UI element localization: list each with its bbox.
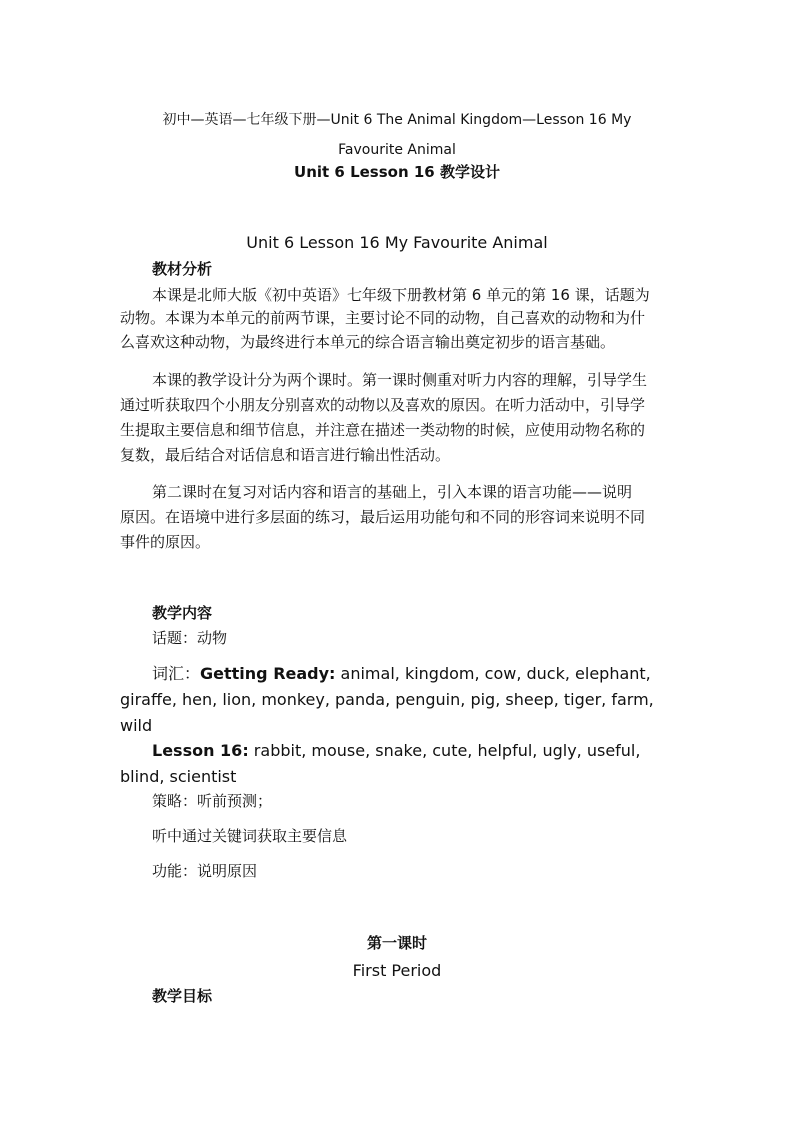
paragraph-line: 事件的原因。 [120, 533, 211, 551]
period-heading-en: First Period [352, 961, 442, 980]
paragraph-line: 本课是北师大版《初中英语》七年级下册教材第 6 单元的第 16 课，话题为 [152, 286, 650, 304]
paragraph-line: 本课的教学设计分为两个课时。第一课时侧重对听力内容的理解，引导学生 [152, 371, 648, 389]
function-line: 功能：说明原因 [152, 862, 258, 880]
vocabulary-lesson16-line-1 [152, 738, 640, 764]
paragraph-line: 原因。在语境中进行多层面的练习，最后运用功能句和不同的形容词来说明不同 [120, 508, 646, 526]
document-title-line-2: Favourite Animal [338, 142, 456, 158]
strategy-line-2: 听中通过关键词获取主要信息 [152, 827, 348, 845]
vocabulary-lesson16-line-2: blind, scientist [120, 767, 237, 786]
paragraph-line: 么喜欢这种动物，为最终进行本单元的综合语言输出奠定初步的语言基础。 [120, 333, 616, 351]
content-heading: 教学内容 [152, 604, 213, 622]
analysis-heading: 教材分析 [152, 260, 213, 278]
paragraph-line: 动物。本课为本单元的前两节课，主要讨论不同的动物，自己喜欢的动物和为什 [120, 309, 646, 327]
vocabulary-getting-ready-line-3: wild [120, 716, 153, 735]
period-heading-cn: 第一课时 [366, 934, 427, 952]
vocabulary-prefix: 词汇： [152, 664, 201, 683]
getting-ready-words: animal, kingdom, cow, duck, elephant, [335, 664, 651, 683]
paragraph-line: 生提取主要信息和细节信息，并注意在描述一类动物的时候，应使用动物名称的 [120, 421, 646, 439]
vocabulary-getting-ready-line-1 [152, 661, 651, 687]
strategy-line-1: 策略：听前预测； [152, 792, 273, 810]
lesson-title: Unit 6 Lesson 16 My Favourite Animal [246, 233, 548, 252]
lesson16-label: Lesson 16: [152, 741, 249, 760]
paragraph-line: 第二课时在复习对话内容和语言的基础上，引入本课的语言功能——说明 [152, 483, 633, 501]
paragraph-line: 通过听获取四个小朋友分别喜欢的动物以及喜欢的原因。在听力活动中，引导学 [120, 396, 646, 414]
getting-ready-label: Getting Ready: [200, 664, 336, 683]
document-subtitle: Unit 6 Lesson 16 教学设计 [294, 163, 500, 181]
topic-line: 话题：动物 [152, 629, 228, 647]
paragraph-line: 复数，最后结合对话信息和语言进行输出性活动。 [120, 446, 451, 464]
lesson16-words: rabbit, mouse, snake, cute, helpful, ugly, useful, [248, 741, 641, 760]
vocabulary-getting-ready-line-2: giraffe, hen, lion, monkey, panda, penguin, pig, sheep, tiger, farm, [120, 690, 654, 709]
document-title-line-1: 初中—英语—七年级下册—Unit 6 The Animal Kingdom—Lesson 16 My [162, 112, 632, 128]
objectives-heading: 教学目标 [152, 987, 213, 1005]
